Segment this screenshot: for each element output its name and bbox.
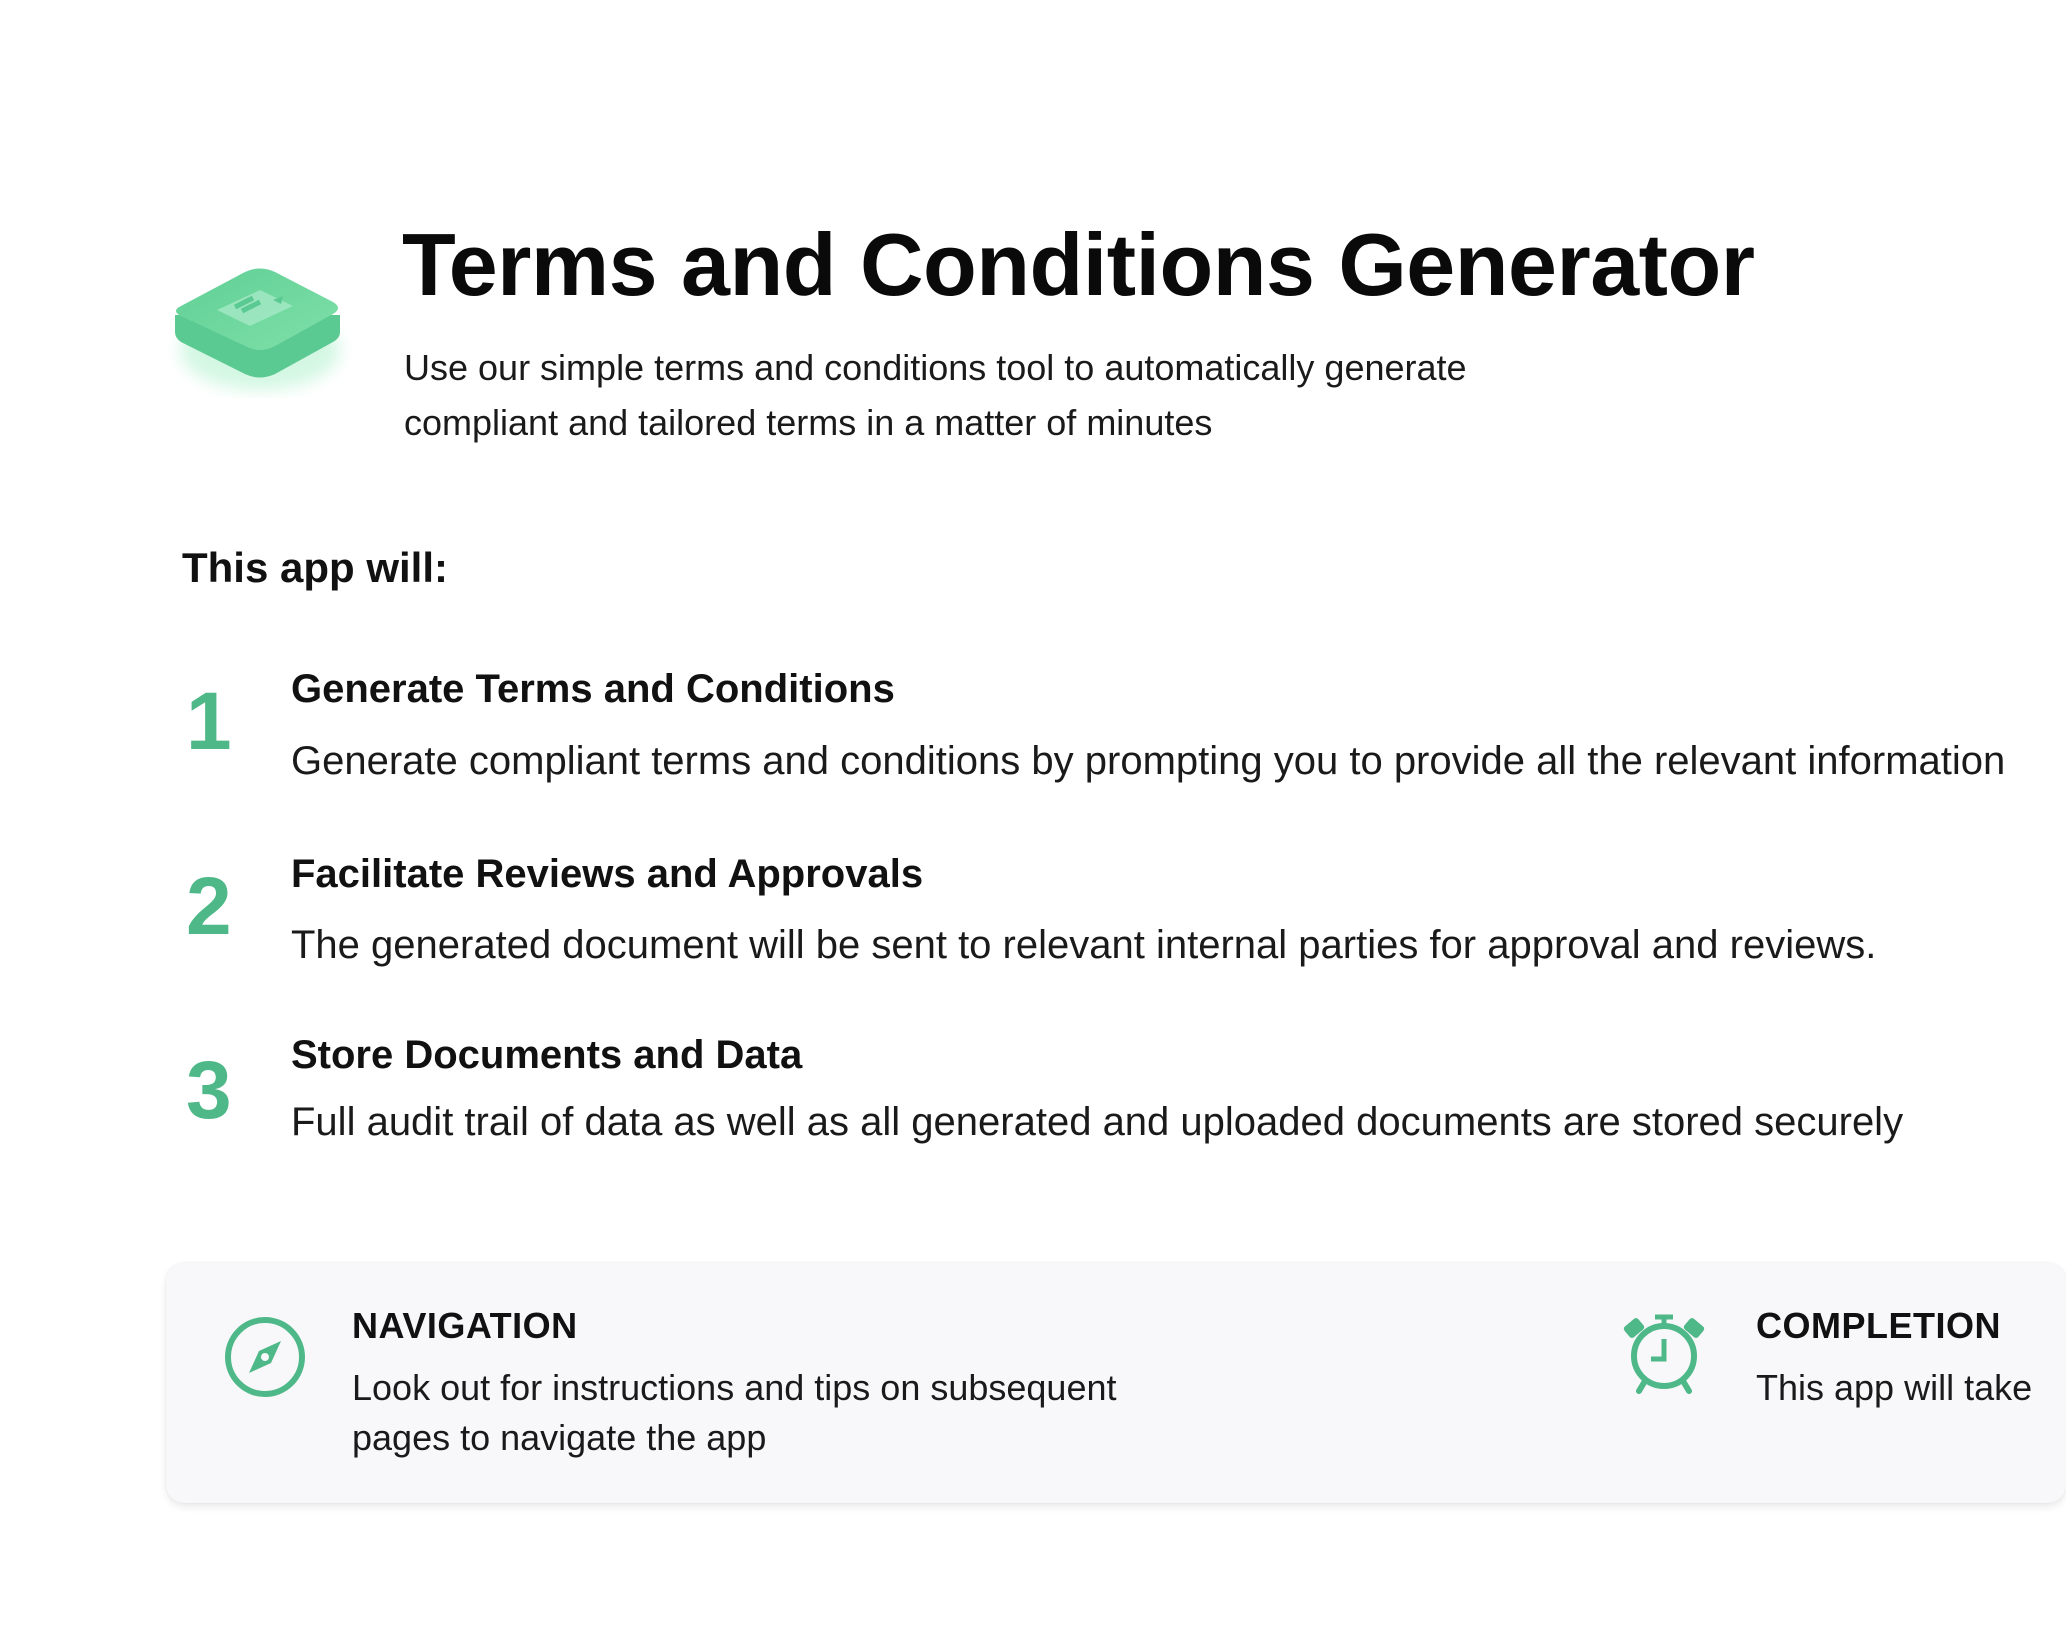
navigation-label: NAVIGATION — [352, 1305, 578, 1346]
info-card — [166, 1263, 2066, 1503]
completion-label: COMPLETION — [1756, 1305, 2001, 1346]
step-number: 2 — [186, 861, 232, 952]
subtitle-line: compliant and tailored terms in a matter of minutes — [404, 402, 1213, 443]
section-heading: This app will: — [182, 544, 449, 591]
navigation-description — [352, 1363, 1117, 1463]
page-subtitle — [404, 340, 1654, 450]
alarm-clock-icon — [1621, 1311, 1707, 1397]
step-description: The generated document will be sent to relevant internal parties for approval and reviews. — [291, 923, 1877, 967]
navigation-line: pages to navigate the app — [352, 1417, 767, 1458]
step-number: 1 — [186, 676, 232, 767]
step-description: Generate compliant terms and conditions by prompting you to provide all the relevant information — [291, 739, 2006, 783]
document-tile-icon — [165, 250, 355, 400]
step-title: Facilitate Reviews and Approvals — [291, 852, 924, 896]
navigation-line: Look out for instructions and tips on subsequent — [352, 1367, 1117, 1408]
compass-icon — [223, 1315, 307, 1399]
completion-description: This app will take — [1756, 1367, 2033, 1408]
page-title: Terms and Conditions Generator — [402, 215, 1755, 314]
step-title: Generate Terms and Conditions — [291, 667, 895, 711]
step-title: Store Documents and Data — [291, 1033, 803, 1077]
step-number: 3 — [186, 1045, 232, 1136]
subtitle-line: Use our simple terms and conditions tool to automatically generate — [404, 347, 1467, 388]
step-description: Full audit trail of data as well as all generated and uploaded documents are stored securely — [291, 1100, 1904, 1144]
